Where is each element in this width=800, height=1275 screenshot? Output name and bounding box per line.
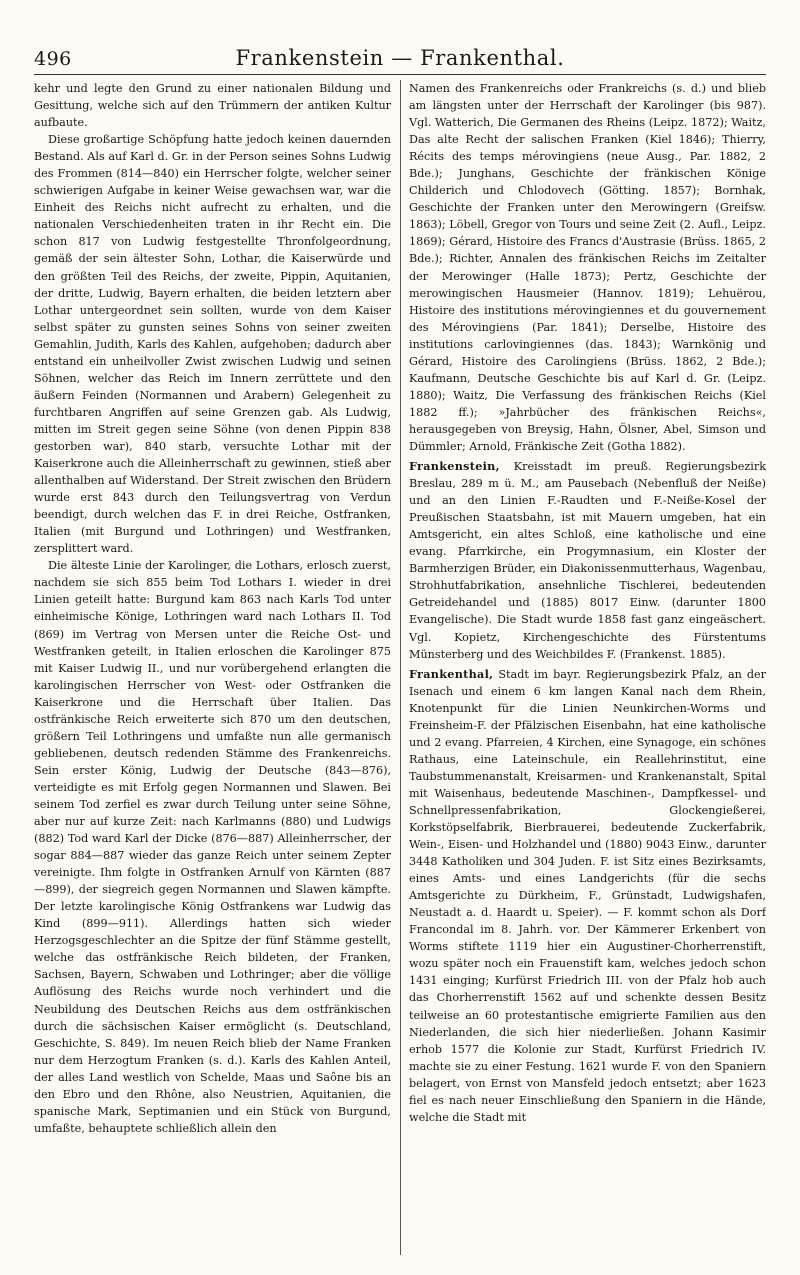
paragraph: Namen des Frankenreichs oder Frankreichs (s. d.) und blieb am längsten unter der Herrschaft der Karolinger (bis 987). Vgl. Watterich, Die Germanen des Rheins (Leipz. 1872); Waitz, Das alte Recht der salischen Franken (Kiel 1846); Thierry, Récits des temps mérovingiens (neue Ausg., Par. 1882, 2 Bde.); Junghans, Geschichte der fränkischen Könige Childerich und Chlodovech (Götting. 1857); Bornhak, Geschichte der Franken unter den Merowingern (Greifsw. 1863); Löbell, Gregor von Tours und seine Zeit (2. Aufl., Leipz. 1869); Gérard, Histoire des Francs d'Austrasie (Brüss. 1865, 2 Bde.); Richter, Annalen des fränkischen Reichs im Zeitalter der Merowinger (Halle 1873); Pertz, Geschichte der merowingischen Hausmeier (Hannov. 1819); Lehuërou, Histoire des institutions mérovingiennes et du gouvernement des Mérovingiens (Par. 1841); Derselbe, Histoire des institutions carlovingiennes (das. 1843); Warnkönig und Gérard, Histoire des Carolingiens (Brüss. 1862, 2 Bde.); Kaufmann, Deutsche Geschichte bis auf Karl d. Gr. (Leipz. 1880); Waitz, Die Verfassung des fränkischen Reichs (Kiel 1882 ff.); »Jahrbücher des fränkischen Reichs«, herausgegeben von Breysig, Hahn, Ölsner, Abel, Simson und Dümmler; Arnold, Fränkische Zeit (Gotha 1882). bbox=[409, 82, 766, 453]
headword: Frankenstein, bbox=[409, 459, 500, 474]
left-column bbox=[34, 80, 391, 1255]
right-column bbox=[409, 80, 766, 1255]
entry-body: Kreisstadt im preuß. Regierungsbezirk Breslau, 289 m ü. M., am Pausebach (Nebenfluß der Neiße) und an den Linien F.-Raudten und F.-Neiße-Kosel der Preußischen Staatsbahn, ist mit Mauern umgeben, hat ein Amtsgericht, ein altes Schloß, eine katholische und eine evang. Pfarrkirche, ein Progymnasium, ein Kloster der Barmherzigen Brüder, ein Diakonissenmutterhaus, Wagenbau, Strohhutfabrikation, ansehnliche Tischlerei, bedeutenden Getreidehandel und (1885) 8017 Einw. (darunter 1800 Evangelische). Die Stadt wurde 1858 fast ganz eingeäschert. Vgl. Kopietz, Kirchengeschichte des Fürstentums Münsterberg und des Weichbildes F. (Frankenst. 1885). bbox=[409, 460, 766, 661]
entry-body: Stadt im bayr. Regierungsbezirk Pfalz, an der Isenach und einem 6 km langen Kanal nach dem Rhein, Knotenpunkt für die Linien Neunkirchen-Worms und Freinsheim-F. der Pfälzischen Eisenbahn, hat eine katholische und 2 evang. Pfarreien, 4 Kirchen, eine Synagoge, ein schönes Rathaus, eine Lateinschule, ein Reallehrinstitut, eine Taubstummenanstalt, Kreisarmen- und Krankenanstalt, Spital mit Waisenhaus, bedeutende Maschinen-, Dampfkessel- und Schnellpressenfabrikation, Glockengießerei, Korkstöpselfabrik, Bierbrauerei, bedeutende Zuckerfabrik, Wein-, Eisen- und Holzhandel und (1880) 9043 Einw., darunter 3448 Katholiken und 304 Juden. F. ist Sitz eines Bezirksamts, eines Amts- und eines Landgerichts (für die sechs Amtsgerichte zu Dürkheim, F., Grünstadt, Ludwigshafen, Neustadt a. d. Haardt u. Speier). — F. kommt schon als Dorf Francondal im 8. Jahrh. vor. Der Kämmerer Erkenbert von Worms stiftete 1119 hier ein Augustiner-Chorherrenstift, wozu später noch ein Frauenstift kam, welches jedoch schon 1431 einging; Kurfürst Friedrich III. von der Pfalz hob auch das Chorherrenstift 1562 auf und schenkte dessen Besitz teilweise an 60 protestantische emigrierte Familien aus den Niederlanden, die sich hier niederließen. Johann Kasimir erhob 1577 die Kolonie zur Stadt, Kurfürst Friedrich IV. machte sie zu einer Festung. 1621 wurde F. von den Spaniern belagert, von Ernst von Mansfeld jedoch entsetzt; aber 1623 fiel es nach neuer Einschließung den Spaniern in die Hände, welche die Stadt mit bbox=[409, 667, 766, 1124]
paragraph: Die älteste Linie der Karolinger, die Lothars, erlosch zuerst, nachdem sie sich 855 beim Tod Lothars I. wieder in drei Linien geteilt hatte: Burgund kam 863 nach Karls Tod unter einheimische Könige, Lothringen ward nach Lothars II. Tod (869) im Vertrag von Mersen unter die Reiche Ost- und Westfranken geteilt, in Italien erloschen die Karolinger 875 mit Kaiser Ludwig II., und nur vorübergehend erlangten die karolingischen Herrscher von West- oder Ostfranken die Kaiserkrone und die Herrschaft über Italien. Das ostfränkische Reich erweiterte sich 870 um den deutschen, größern Teil Lothringens und umfaßte nun alle germanisch gebliebenen, deutsch redenden Stämme des Frankenreichs. Sein erster König, Ludwig der Deutsche (843—876), verteidigte es mit Erfolg gegen Normannen und Slawen. Bei seinem Tod zerfiel es zwar durch Teilung unter seine Söhne, aber nur auf kurze Zeit: nach Karlmanns (880) und Ludwigs (882) Tod ward Karl der Dicke (876—887) Alleinherrscher, der sogar 884—887 wieder das ganze Reich unter seinem Zepter vereinigte. Ihm folgte in Ostfranken Arnulf von Kärnten (887—899), der siegreich gegen Normannen und Slawen kämpfte. Der letzte karolingische König Ostfrankens war Ludwig das Kind (899—911). Allerdings hatten sich wieder Herzogsgeschlechter an die Spitze der fünf Stämme gestellt, welche das ostfränkische Reich bildeten, der Franken, Sachsen, Bayern, Schwaben und Lothringer; aber die völlige Auflösung des Reichs wurde noch verhindert und die Neubildung des Deutschen Reichs aus dem ostfränkischen durch die sächsischen Kaiser ermöglicht (s. Deutschland, Geschichte, S. 849). Im neuen Reich blieb der Name Franken nur dem Herzogtum Franken (s. d.). Karls des Kahlen Anteil, der alles Land westlich von Schelde, Maas und Saône bis an den Ebro und den Rhône, also Neustrien, Aquitanien, die spanische Mark, Septimanien und ein Stück von Burgund, umfaßte, behauptete schließlich allein den bbox=[34, 559, 391, 1135]
paragraph: Diese großartige Schöpfung hatte jedoch keinen dauernden Bestand. Als auf Karl d. Gr. in der Person seines Sohns Ludwig des Frommen (814—840) ein Herrscher folgte, welcher seiner schwierigen Aufgabe in keiner Weise gewachsen war, war die Einheit des Reichs nicht aufrecht zu erhalten, und die nationalen Verschiedenheiten traten in ihr Recht ein. Die schon 817 von Ludwig festgestellte Thronfolgeordnung, gemäß der sein ältester Sohn, Lothar, die Kaiserwürde und den größten Teil des Reichs, der zweite, Pippin, Aquitanien, der dritte, Ludwig, Bayern erhalten, die beiden letztern aber Lothar untergeordnet sein sollten, wurde von dem Kaiser selbst später zu gunsten seines Sohns von seiner zweiten Gemahlin, Judith, Karls des Kahlen, aufgehoben; dadurch aber entstand ein unheilvoller Zwist zwischen Ludwig und seinen Söhnen, welcher das Reich im Innern zerrüttete und den äußern Feinden (Normannen und Arabern) Gelegenheit zu furchtbaren Angriffen auf seine Grenzen gab. Als Ludwig, mitten im Streit gegen seine Söhne (von denen Pippin 838 gestorben war), 840 starb, versuchte Lothar mit der Kaiserkrone auch die Alleinherrschaft zu gewinnen, stieß aber allenthalben auf Widerstand. Der Streit zwischen den Brüdern wurde erst 843 durch den Teilungsvertrag von Verdun beendigt, durch welchen das F. in drei Reiche, Ostfranken, Italien (mit Burgund und Lothringen) und Westfranken, zersplittert ward. bbox=[34, 133, 391, 556]
column-divider bbox=[400, 80, 401, 1255]
running-head: Frankenstein — Frankenthal. bbox=[235, 46, 565, 70]
page-number: 496 bbox=[34, 48, 72, 70]
headword: Frankenthal, bbox=[409, 666, 494, 681]
paragraph: kehr und legte den Grund zu einer nationalen Bildung und Gesittung, welche sich auf den Trümmern der antiken Kultur aufbaute. bbox=[34, 82, 391, 130]
text-columns bbox=[34, 80, 766, 1255]
entry-frankenthal bbox=[409, 666, 766, 1126]
entry-frankenstein bbox=[409, 458, 766, 663]
page-header bbox=[34, 40, 766, 75]
